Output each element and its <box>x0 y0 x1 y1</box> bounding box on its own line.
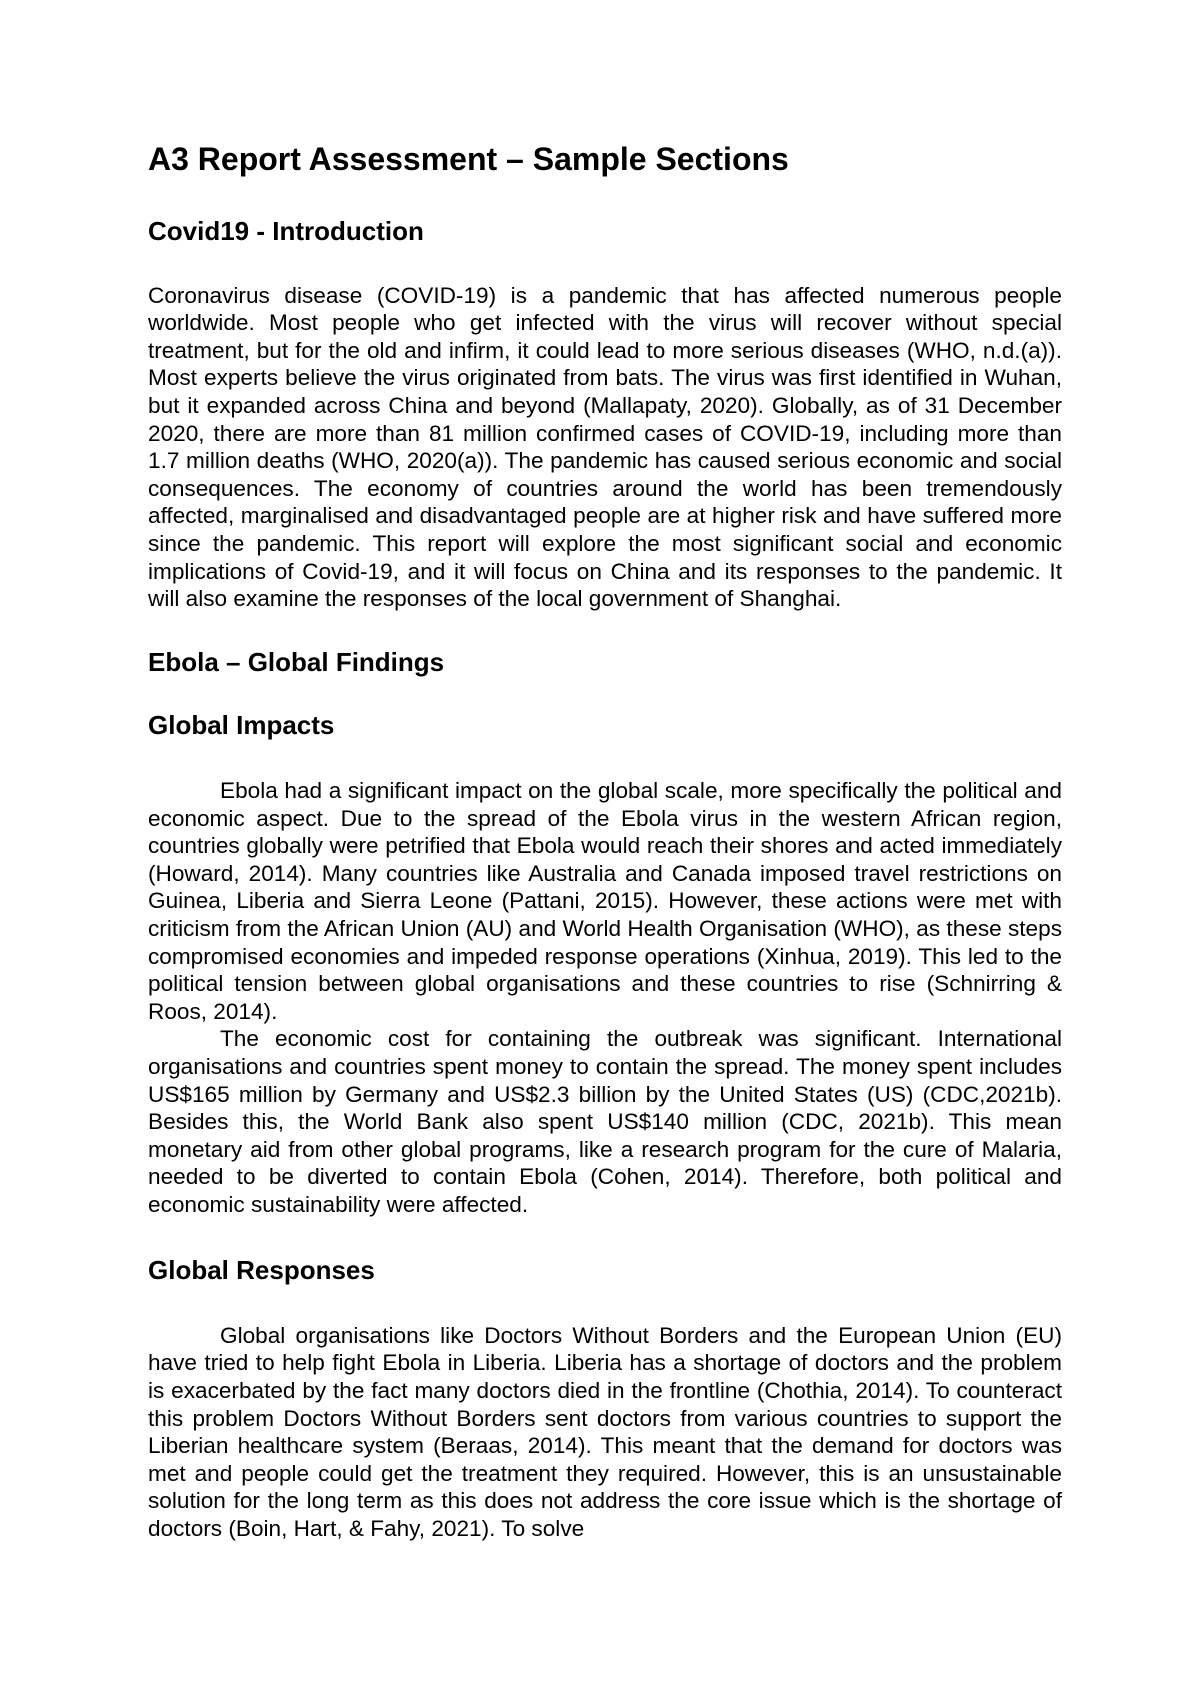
section-heading-ebola: Ebola – Global Findings <box>148 646 445 677</box>
paragraph-global-responses: Global organisations like Doctors Without Borders and the European Union (EU) have tried to help fight Ebola in Liberia. Liberia has a shortage of doctors and the problem is exacerbated by the fact many doctors died in the frontline (Chothia, 2014). To counteract this problem Doctors Without Borders sent doctors from various countries to support the Liberian healthcare system (Beraas, 2014). This meant that the demand for doctors was met and people could get the treatment they required. However, this is an unsustainable solution for the long term as this does not address the core issue which is the shortage of doctors (Boin, Hart, & Fahy, 2021). To solve <box>148 1322 1062 1541</box>
paragraph-covid-intro: Coronavirus disease (COVID-19) is a pandemic that has affected numerous people worldwide. Most people who get infected with the virus will recover without special treatment, but for the old and infirm, it could lead to more serious diseases (WHO, n.d.(a)). Most experts believe the virus originated from bats. The virus was first identified in Wuhan, but it expanded across China and beyond (Mallapaty, 2020). Globally, as of 31 December 2020, there are more than 81 million confirmed cases of COVID-19, including more than 1.7 million deaths (WHO, 2020(a)). The pandemic has caused serious economic and social consequences. The economy of countries around the world has been tremendously affected, marginalised and disadvantaged people are at higher risk and have suffered more since the pandemic. This report will explore the most significant social and economic implications of Covid-19, and it will focus on China and its responses to the pandemic. It will also examine the responses of the local government of Shanghai. <box>148 282 1062 612</box>
paragraph-global-impacts-1: Ebola had a significant impact on the global scale, more specifically the political and economic aspect. Due to the spread of the Ebola virus in the western African region, countries globally were petrified that Ebola would reach their shores and acted immediately (Howard, 2014). Many countries like Australia and Canada imposed travel restrictions on Guinea, Liberia and Sierra Leone (Pattani, 2015). However, these actions were met with criticism from the African Union (AU) and World Health Organisation (WHO), as these steps compromised economies and impeded response operations (Xinhua, 2019). This led to the political tension between global organisations and these countries to rise (Schnirring & Roos, 2014). <box>148 778 1062 1024</box>
section-heading-covid: Covid19 - Introduction <box>148 216 424 247</box>
document-title: A3 Report Assessment – Sample Sections <box>148 141 789 177</box>
section-heading-global-responses: Global Responses <box>148 1254 375 1285</box>
document-page <box>148 140 1062 1543</box>
section-heading-global-impacts: Global Impacts <box>148 709 335 740</box>
paragraph-global-impacts-2: The economic cost for containing the outbreak was significant. International organisations and countries spent money to contain the spread. The money spent includes US$165 million by Germany and US$2.3 billion by the United States (US) (CDC,2021b). Besides this, the World Bank also spent US$140 million (CDC, 2021b). This mean monetary aid from other global programs, like a research program for the cure of Malaria, needed to be diverted to contain Ebola (Cohen, 2014). Therefore, both political and economic sustainability were affected. <box>148 1026 1062 1217</box>
